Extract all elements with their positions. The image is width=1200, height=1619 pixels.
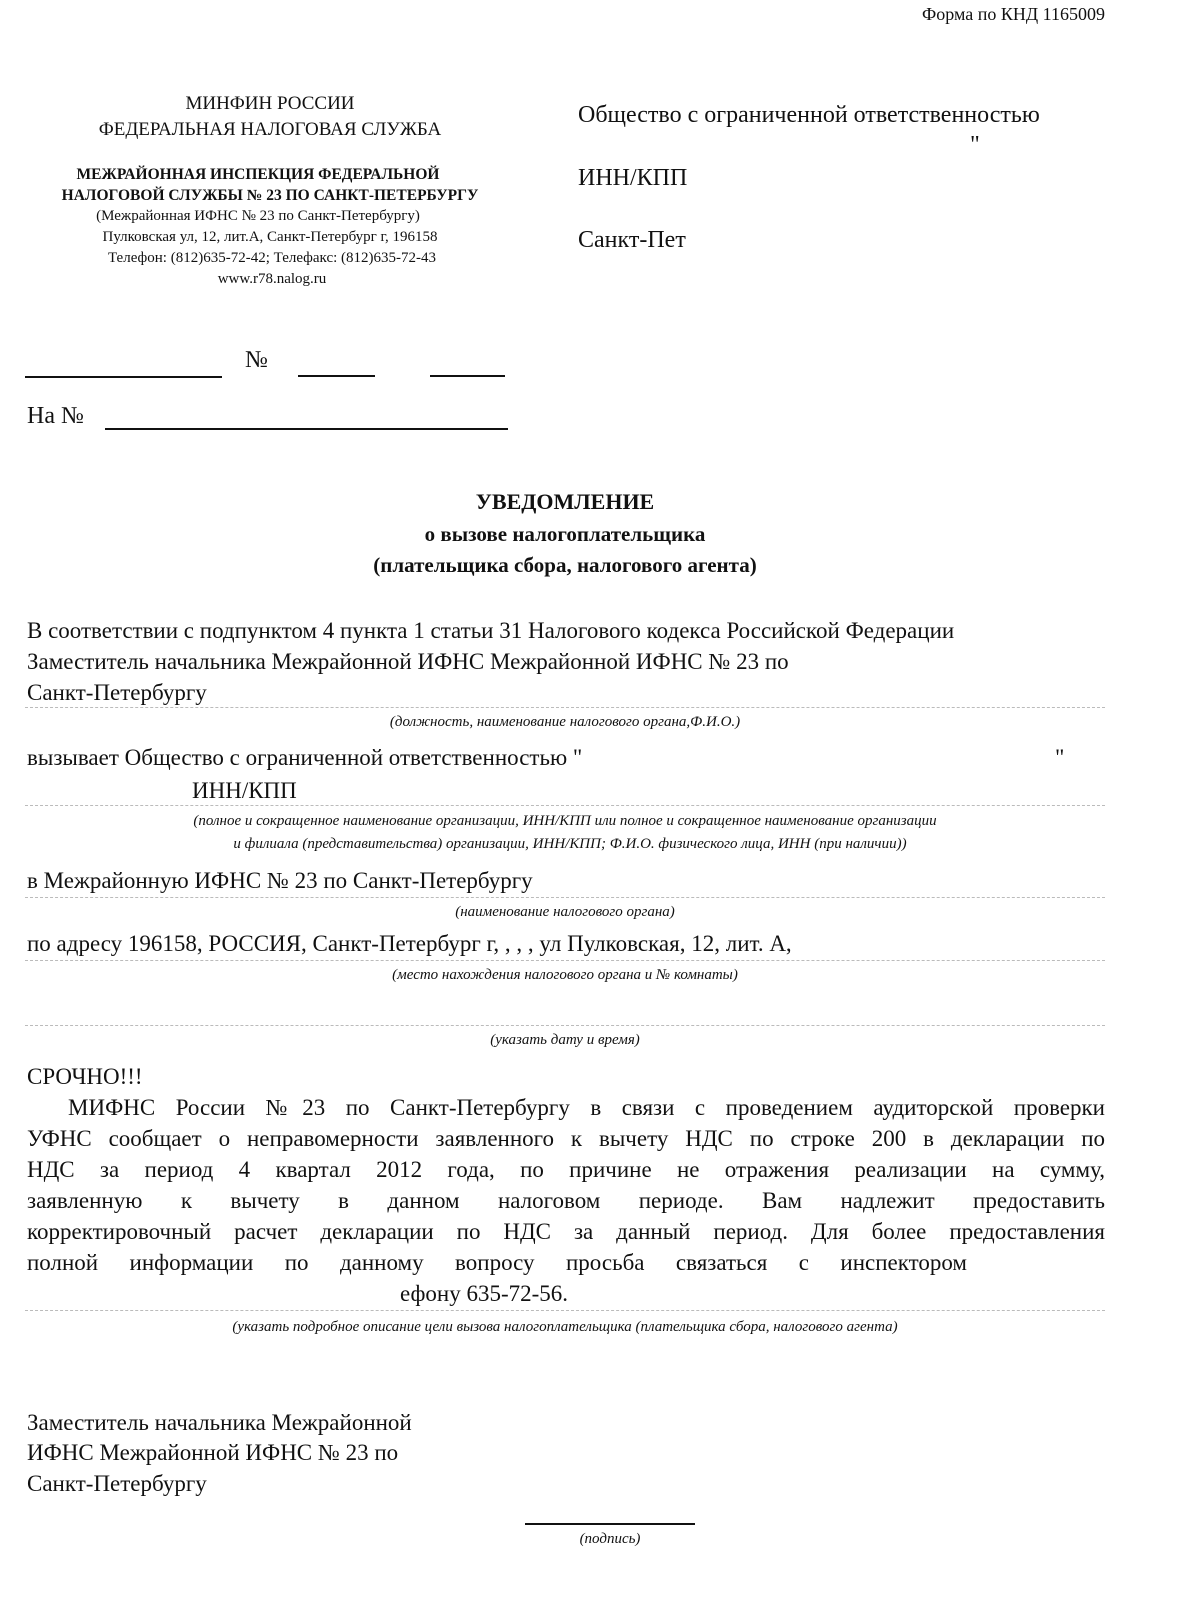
caption-taxpayer-1: (полное и сокращенное наименование организации, ИНН/КПП или полное и сокращенное наименование организации (193, 813, 937, 829)
signature-field (525, 1523, 695, 1525)
signer-line-2: ИФНС Межрайонной ИФНС № 23 по (27, 1440, 399, 1465)
office-address: по адресу 196158, РОССИЯ, Санкт-Петербург г, , , , ул Пулковская, 12, лит. А, (27, 931, 792, 956)
date-field (25, 376, 222, 378)
caption-date-time: (указать дату и время) (490, 1032, 640, 1048)
caption-signature: (подпись) (579, 1531, 641, 1547)
reply-number-field (105, 428, 508, 430)
recipient-quote: " (970, 132, 980, 158)
message-tail: ефону 635-72-56. (400, 1281, 569, 1306)
message-line: НДС за период 4 квартал 2012 года, по причине не отражения реализации на сумму, (27, 1157, 1105, 1182)
caption-address: (место нахождения налогового органа и № комнаты) (392, 967, 738, 983)
recipient-inn-label: ИНН/КПП (578, 165, 688, 191)
message-line: заявленную к вычету в данном налоговом периоде. Вам надлежит предоставить (27, 1188, 1105, 1213)
message-line: корректировочный расчет декларации по НДС за данный период. Для более предоставления (27, 1219, 1105, 1244)
recipient-city: Санкт-Пет (578, 227, 686, 253)
sender-web: www.r78.nalog.ru (217, 271, 327, 287)
number-sign: № (245, 347, 268, 373)
urgent-label: СРОЧНО!!! (27, 1064, 143, 1089)
doc-subtitle-1: о вызове налогоплательщика (424, 522, 706, 546)
calls-taxpayer: вызывает Общество с ограниченной ответственностью " (27, 745, 583, 770)
calls-quote-end: " (1055, 745, 1065, 770)
ministry: МИНФИН РОССИИ (185, 93, 355, 114)
service: ФЕДЕРАЛЬНАЯ НАЛОГОВАЯ СЛУЖБА (98, 119, 442, 140)
form-code: Форма по КНД 1165009 (922, 4, 1105, 24)
inspection-short: (Межрайонная ИФНС № 23 по Санкт-Петербургу) (96, 208, 420, 224)
sender-address: Пулковская ул, 12, лит.А, Санкт-Петербург г, 196158 (102, 229, 438, 245)
divider (25, 960, 1105, 961)
official-line: Заместитель начальника Межрайонной ИФНС Межрайонной ИФНС № 23 по (27, 649, 789, 674)
tax-office: в Межрайонную ИФНС № 23 по Санкт-Петербургу (27, 868, 533, 893)
doc-title: УВЕДОМЛЕНИЕ (475, 489, 655, 514)
divider (25, 805, 1105, 806)
divider (25, 707, 1105, 708)
caption-tax-office: (наименование налогового органа) (455, 904, 675, 920)
message-line: УФНС сообщает о неправомерности заявленного к вычету НДС по строке 200 в декларации по (27, 1126, 1105, 1151)
doc-subtitle-2: (плательщика сбора, налогового агента) (373, 553, 757, 577)
recipient-name: Общество с ограниченной ответственностью (578, 102, 1040, 128)
caption-official: (должность, наименование налогового органа,Ф.И.О.) (389, 714, 741, 730)
inspection-line2: НАЛОГОВОЙ СЛУЖБЫ № 23 ПО САНКТ-ПЕТЕРБУРГУ (61, 187, 479, 204)
divider (25, 1310, 1105, 1311)
sender-phone: Телефон: (812)635-72-42; Телефакс: (812)635-72-43 (107, 250, 437, 266)
message-line: МИФНС России №23 по Санкт-Петербургу в связи с проведением аудиторской проверки (27, 1095, 1105, 1120)
official-city: Санкт-Петербургу (27, 680, 207, 705)
caption-purpose: (указать подробное описание цели вызова налогоплательщика (плательщика сбора, налогового агента) (232, 1319, 898, 1335)
taxpayer-inn: ИНН/КПП (192, 778, 297, 803)
signer-line-3: Санкт-Петербургу (27, 1471, 207, 1496)
date-time-field (25, 1025, 1105, 1026)
caption-taxpayer-2: и филиала (представительства) организации, ИНН/КПП; Ф.И.О. физического лица, ИНН (при наличии)) (233, 836, 907, 852)
signer-line-1: Заместитель начальника Межрайонной (27, 1410, 412, 1435)
number-field-2 (430, 375, 505, 377)
number-field (298, 375, 375, 377)
inspection-line1: МЕЖРАЙОННАЯ ИНСПЕКЦИЯ ФЕДЕРАЛЬНОЙ (76, 166, 440, 183)
divider (25, 897, 1105, 898)
message-line: полной информации по данному вопросу просьба связаться с инспектором (27, 1250, 967, 1275)
reply-number-label: На № (27, 403, 84, 429)
legal-basis: В соответствии с подпунктом 4 пункта 1 статьи 31 Налогового кодекса Российской Федерации (27, 618, 955, 643)
